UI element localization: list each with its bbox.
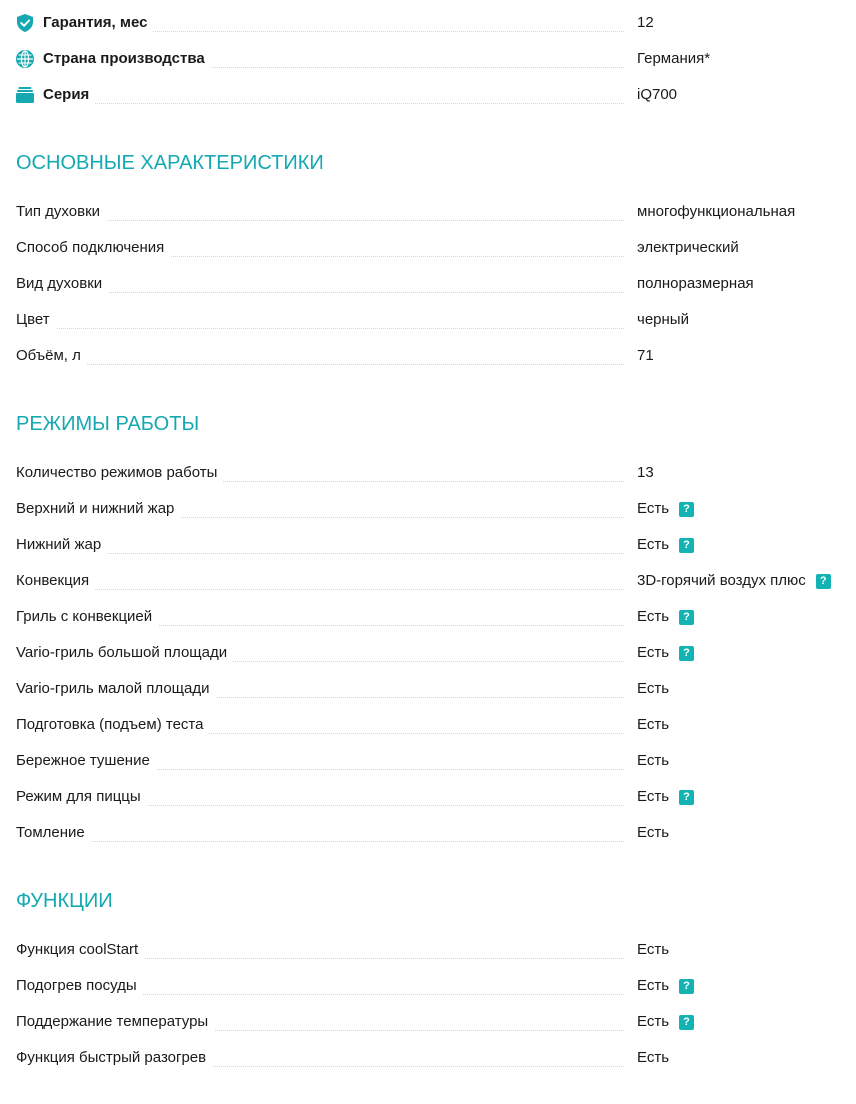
spec-row-country xyxy=(0,41,856,77)
spec-label: Подготовка (подъем) теста xyxy=(16,716,209,734)
spec-row xyxy=(0,1040,856,1076)
spec-value: Германия* xyxy=(637,50,711,67)
section-title-modes: РЕЖИМЫ РАБОТЫ xyxy=(16,413,200,435)
spec-label: Способ подключения xyxy=(16,239,170,257)
spec-label: Тип духовки xyxy=(16,203,106,221)
spec-value: Есть xyxy=(637,644,670,661)
section-modes xyxy=(0,455,856,851)
spec-value: iQ700 xyxy=(637,86,678,103)
spec-row xyxy=(0,491,856,527)
spec-value: Есть xyxy=(637,752,670,769)
section-title-main: ОСНОВНЫЕ ХАРАКТЕРИСТИКИ xyxy=(16,152,324,174)
spec-label: Гриль с конвекцией xyxy=(16,608,158,626)
spec-value: 12 xyxy=(637,14,654,31)
spec-row xyxy=(0,563,856,599)
spec-row xyxy=(0,671,856,707)
spec-label: Вид духовки xyxy=(16,275,108,293)
spec-row xyxy=(0,815,856,851)
spec-value: 71 xyxy=(637,347,654,364)
spec-value: Есть xyxy=(637,716,670,733)
dotted-leader xyxy=(16,220,624,221)
spec-row xyxy=(0,743,856,779)
spec-value: Есть xyxy=(637,500,670,517)
spec-row xyxy=(0,599,856,635)
spec-label: Vario-гриль большой площади xyxy=(16,644,233,662)
spec-value: Есть xyxy=(637,788,670,805)
spec-label: Нижний жар xyxy=(16,536,107,554)
spec-value: 13 xyxy=(637,464,654,481)
spec-row xyxy=(0,707,856,743)
spec-row xyxy=(0,266,856,302)
spec-row xyxy=(0,527,856,563)
section-functions xyxy=(0,932,856,1076)
section-title-functions: ФУНКЦИИ xyxy=(16,890,113,912)
spec-row xyxy=(0,302,856,338)
spec-value: Есть xyxy=(637,824,670,841)
spec-value: Есть xyxy=(637,680,670,697)
spec-label: Подогрев посуды xyxy=(16,977,143,995)
spec-label: Функция быстрый разогрев xyxy=(16,1049,212,1067)
spec-row-series xyxy=(0,77,856,113)
spec-row xyxy=(0,455,856,491)
spec-value: Есть xyxy=(637,977,670,994)
dotted-leader xyxy=(16,841,624,842)
help-icon[interactable]: ? xyxy=(679,538,694,553)
spec-value: Есть xyxy=(637,608,670,625)
spec-value: Есть xyxy=(637,1049,670,1066)
section-main xyxy=(0,194,856,374)
help-icon[interactable]: ? xyxy=(679,610,694,625)
dotted-leader xyxy=(16,364,624,365)
spec-label: Поддержание температуры xyxy=(16,1013,214,1031)
spec-row xyxy=(0,1004,856,1040)
spec-row xyxy=(0,230,856,266)
spec-label: Серия xyxy=(43,86,90,103)
help-icon[interactable]: ? xyxy=(679,502,694,517)
spec-label: Функция coolStart xyxy=(16,941,144,959)
spec-label: Страна производства xyxy=(43,50,205,67)
spec-label: Цвет xyxy=(16,311,56,329)
spec-label: Томление xyxy=(16,824,91,842)
globe-icon xyxy=(16,50,34,68)
help-icon[interactable]: ? xyxy=(679,1015,694,1030)
dotted-leader xyxy=(16,328,624,329)
spec-label: Количество режимов работы xyxy=(16,464,223,482)
spec-label: Верхний и нижний жар xyxy=(16,500,180,518)
spec-value: электрический xyxy=(637,239,739,256)
spec-row xyxy=(0,338,856,374)
dotted-leader xyxy=(16,553,624,554)
spec-row-warranty xyxy=(0,5,856,41)
shield-check-icon xyxy=(16,14,34,32)
help-icon[interactable]: ? xyxy=(679,979,694,994)
spec-value: черный xyxy=(637,311,689,328)
spec-label: Конвекция xyxy=(16,572,95,590)
help-icon[interactable]: ? xyxy=(679,790,694,805)
dotted-leader xyxy=(16,589,624,590)
spec-label: Бережное тушение xyxy=(16,752,156,770)
spec-value: полноразмерная xyxy=(637,275,754,292)
series-box-icon xyxy=(16,86,34,104)
spec-label: Режим для пиццы xyxy=(16,788,147,806)
spec-label: Vario-гриль малой площади xyxy=(16,680,216,698)
spec-value: Есть xyxy=(637,941,670,958)
spec-label: Объём, л xyxy=(16,347,87,365)
spec-row xyxy=(0,932,856,968)
spec-row xyxy=(0,779,856,815)
spec-row xyxy=(0,968,856,1004)
spec-value: Есть xyxy=(637,1013,670,1030)
spec-value: 3D-горячий воздух плюс xyxy=(637,572,806,589)
help-icon[interactable]: ? xyxy=(816,574,831,589)
dotted-leader xyxy=(16,103,624,104)
top-specs xyxy=(0,5,856,113)
help-icon[interactable]: ? xyxy=(679,646,694,661)
spec-value: многофункциональная xyxy=(637,203,796,220)
spec-label: Гарантия, мес xyxy=(43,14,148,31)
spec-row xyxy=(0,635,856,671)
spec-row xyxy=(0,194,856,230)
spec-value: Есть xyxy=(637,536,670,553)
